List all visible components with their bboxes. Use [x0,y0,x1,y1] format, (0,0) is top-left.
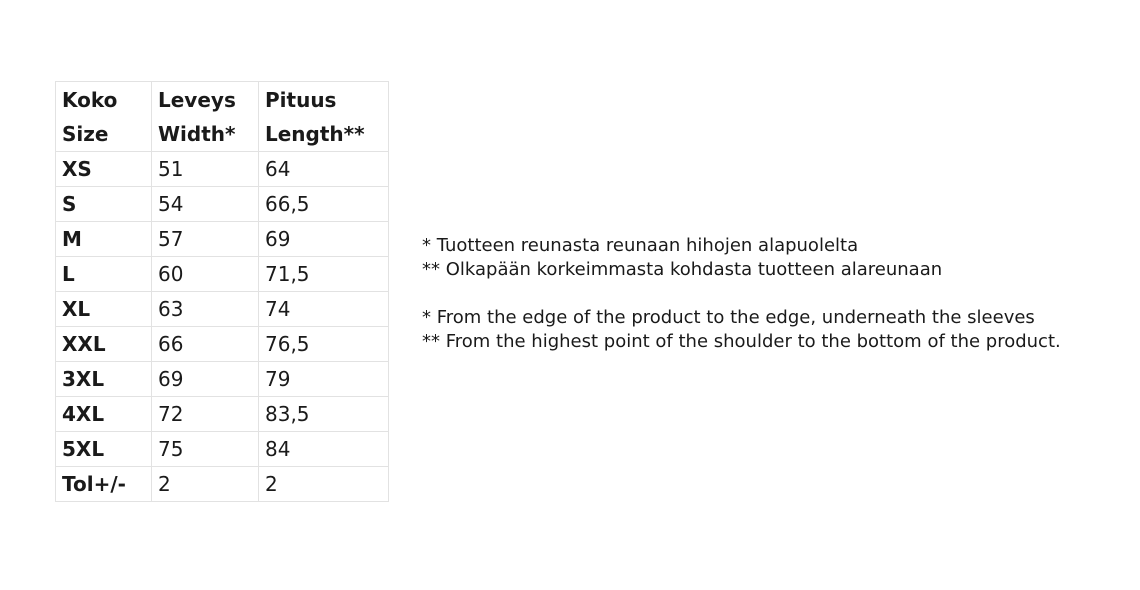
cell-width: 2 [152,467,259,502]
cell-size: L [56,257,152,292]
cell-size: 3XL [56,362,152,397]
table-row [56,257,389,292]
note-fi-width: * Tuotteen reunasta reunaan hihojen alapuolelta [422,235,859,256]
cell-size: M [56,222,152,257]
header-width [152,82,259,152]
cell-width: 51 [152,152,259,187]
cell-size: XL [56,292,152,327]
header-width-fi: Leveys [158,87,236,112]
table-header-row [56,82,389,152]
cell-size: 4XL [56,397,152,432]
cell-width: 72 [152,397,259,432]
note-en-width: * From the edge of the product to the edge, underneath the sleeves [422,307,1035,328]
measurement-notes [422,234,1061,354]
table-row [56,467,389,502]
cell-size: XXL [56,327,152,362]
header-size-en: Size [62,121,109,146]
header-length-fi: Pituus [265,87,337,112]
table-row [56,397,389,432]
cell-length: 76,5 [259,327,389,362]
cell-length: 84 [259,432,389,467]
cell-length: 64 [259,152,389,187]
header-length-en: Length** [265,121,365,146]
table-row [56,432,389,467]
table-row [56,327,389,362]
cell-size: XS [56,152,152,187]
cell-width: 60 [152,257,259,292]
note-spacer [422,282,1061,306]
cell-length: 71,5 [259,257,389,292]
cell-width: 57 [152,222,259,257]
header-size [56,82,152,152]
cell-width: 54 [152,187,259,222]
cell-width: 75 [152,432,259,467]
cell-length: 74 [259,292,389,327]
table-row [56,362,389,397]
table-row [56,222,389,257]
table-row [56,152,389,187]
note-en-length: ** From the highest point of the shoulder to the bottom of the product. [422,331,1061,352]
table-row [56,187,389,222]
cell-size: Tol+/- [56,467,152,502]
cell-length: 2 [259,467,389,502]
cell-length: 83,5 [259,397,389,432]
cell-width: 63 [152,292,259,327]
cell-width: 69 [152,362,259,397]
cell-length: 79 [259,362,389,397]
cell-size: S [56,187,152,222]
table-row [56,292,389,327]
header-width-en: Width* [158,121,236,146]
cell-length: 66,5 [259,187,389,222]
cell-width: 66 [152,327,259,362]
header-size-fi: Koko [62,87,118,112]
size-table [55,81,389,502]
header-length [259,82,389,152]
note-fi-length: ** Olkapään korkeimmasta kohdasta tuotteen alareunaan [422,259,943,280]
cell-size: 5XL [56,432,152,467]
cell-length: 69 [259,222,389,257]
